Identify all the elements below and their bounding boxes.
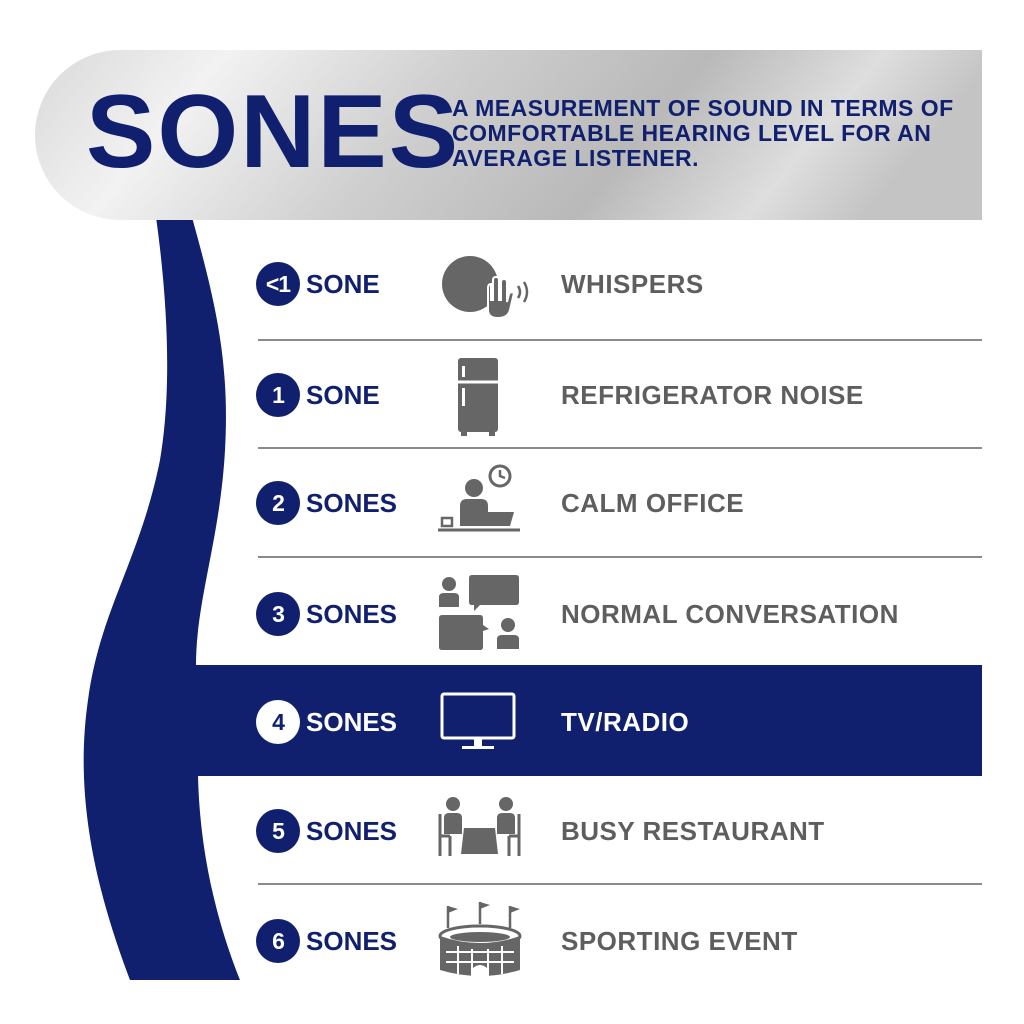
tv-icon [436,682,532,766]
refrigerator-icon [436,356,532,440]
level-number-badge: 4 [256,700,300,744]
level-unit: SONES [306,599,398,629]
level-unit: SONES [306,707,398,737]
level-unit: SONES [306,488,398,518]
level-description: TV/RADIO [561,707,690,737]
level-description: BUSY RESTAURANT [561,816,825,846]
level-description: SPORTING EVENT [561,926,798,956]
page-subtitle: A MEASUREMENT OF SOUND IN TERMS OF COMFORTABLE HEARING LEVEL FOR AN AVERAGE LISTENER. [452,95,954,171]
level-number-badge: 2 [256,481,300,525]
level-number-badge: 3 [256,592,300,636]
level-row-less-than-1 [0,232,1024,340]
restaurant-table-icon [436,790,532,874]
level-description: CALM OFFICE [561,488,745,518]
level-number-badge: 6 [256,919,300,963]
level-row-6 [0,886,1024,994]
conversation-icon [436,571,532,655]
office-desk-icon [436,462,532,546]
page-title: SONES [86,74,461,190]
level-row-2 [0,450,1024,558]
whisper-icon [436,244,532,328]
level-unit: SONES [306,816,398,846]
level-row-1 [0,342,1024,450]
level-number-badge: <1 [256,262,300,306]
level-description: REFRIGERATOR NOISE [561,380,864,410]
level-number-badge: 5 [256,809,300,853]
stadium-icon [436,900,532,984]
level-description: NORMAL CONVERSATION [561,599,899,629]
level-number-badge: 1 [256,373,300,417]
level-row-3 [0,559,1024,667]
level-row-4-highlighted [0,668,1024,776]
level-unit: SONE [306,269,380,299]
level-row-5 [0,776,1024,884]
level-description: WHISPERS [561,269,704,299]
level-unit: SONE [306,380,380,410]
level-unit: SONES [306,926,398,956]
